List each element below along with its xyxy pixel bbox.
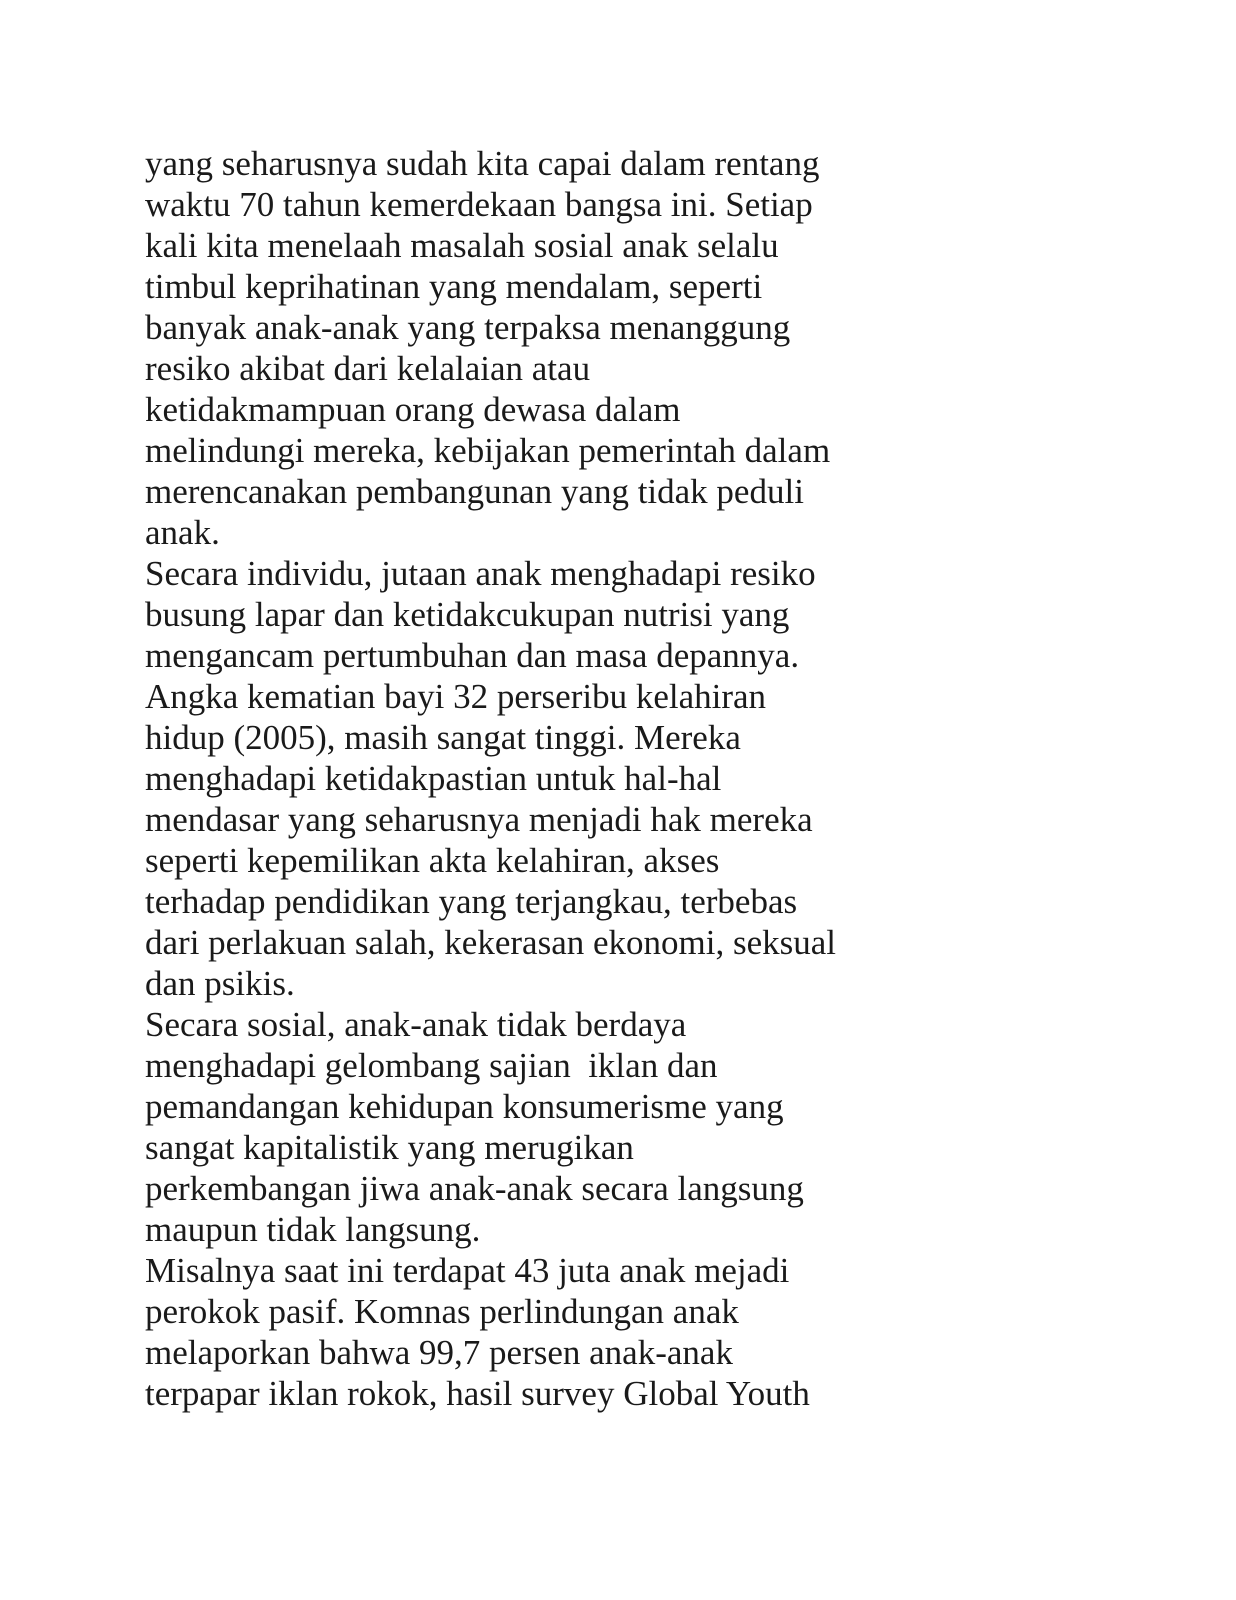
text-line: mendasar yang seharusnya menjadi hak mereka (145, 800, 813, 839)
text-line: perkembangan jiwa anak-anak secara langsung (145, 1169, 804, 1208)
text-line: terhadap pendidikan yang terjangkau, terbebas (145, 882, 798, 921)
text-line: sangat kapitalistik yang merugikan (145, 1128, 634, 1167)
text-line: ketidakmampuan orang dewasa dalam (145, 390, 681, 429)
text-line: pemandangan kehidupan konsumerisme yang (145, 1087, 784, 1126)
text-line: hidup (2005), masih sangat tinggi. Mereka (145, 718, 741, 757)
text-line: waktu 70 tahun kemerdekaan bangsa ini. Setiap (145, 185, 813, 224)
text-line: busung lapar dan ketidakcukupan nutrisi yang (145, 595, 790, 634)
text-line: kali kita menelaah masalah sosial anak selalu (145, 226, 779, 265)
text-line: dan psikis. (145, 964, 295, 1003)
text-line: timbul keprihatinan yang mendalam, seperti (145, 267, 763, 306)
text-line: perokok pasif. Komnas perlindungan anak (145, 1292, 739, 1331)
text-line: banyak anak-anak yang terpaksa menanggung (145, 308, 791, 347)
text-line: resiko akibat dari kelalaian atau (145, 349, 591, 388)
text-line: menghadapi gelombang sajian iklan dan (145, 1046, 718, 1085)
text-line: terpapar iklan rokok, hasil survey Global Youth (145, 1374, 810, 1413)
text-line: merencanakan pembangunan yang tidak peduli (145, 472, 804, 511)
text-line: mengancam pertumbuhan dan masa depannya. (145, 636, 800, 675)
text-line: anak. (145, 513, 220, 552)
text-line: Angka kematian bayi 32 perseribu kelahiran (145, 677, 767, 716)
text-line: Secara sosial, anak-anak tidak berdaya (145, 1005, 687, 1044)
text-line: seperti kepemilikan akta kelahiran, akses (145, 841, 720, 880)
text-line: menghadapi ketidakpastian untuk hal-hal (145, 759, 722, 798)
text-line: melindungi mereka, kebijakan pemerintah dalam (145, 431, 831, 470)
text-line: melaporkan bahwa 99,7 persen anak-anak (145, 1333, 733, 1372)
text-line: maupun tidak langsung. (145, 1210, 481, 1249)
text-line: dari perlakuan salah, kekerasan ekonomi, seksual (145, 923, 836, 962)
text-line: Misalnya saat ini terdapat 43 juta anak mejadi (145, 1251, 790, 1290)
text-line: yang seharusnya sudah kita capai dalam rentang (145, 144, 820, 183)
text-line: Secara individu, jutaan anak menghadapi resiko (145, 554, 816, 593)
body-text (145, 143, 905, 1414)
